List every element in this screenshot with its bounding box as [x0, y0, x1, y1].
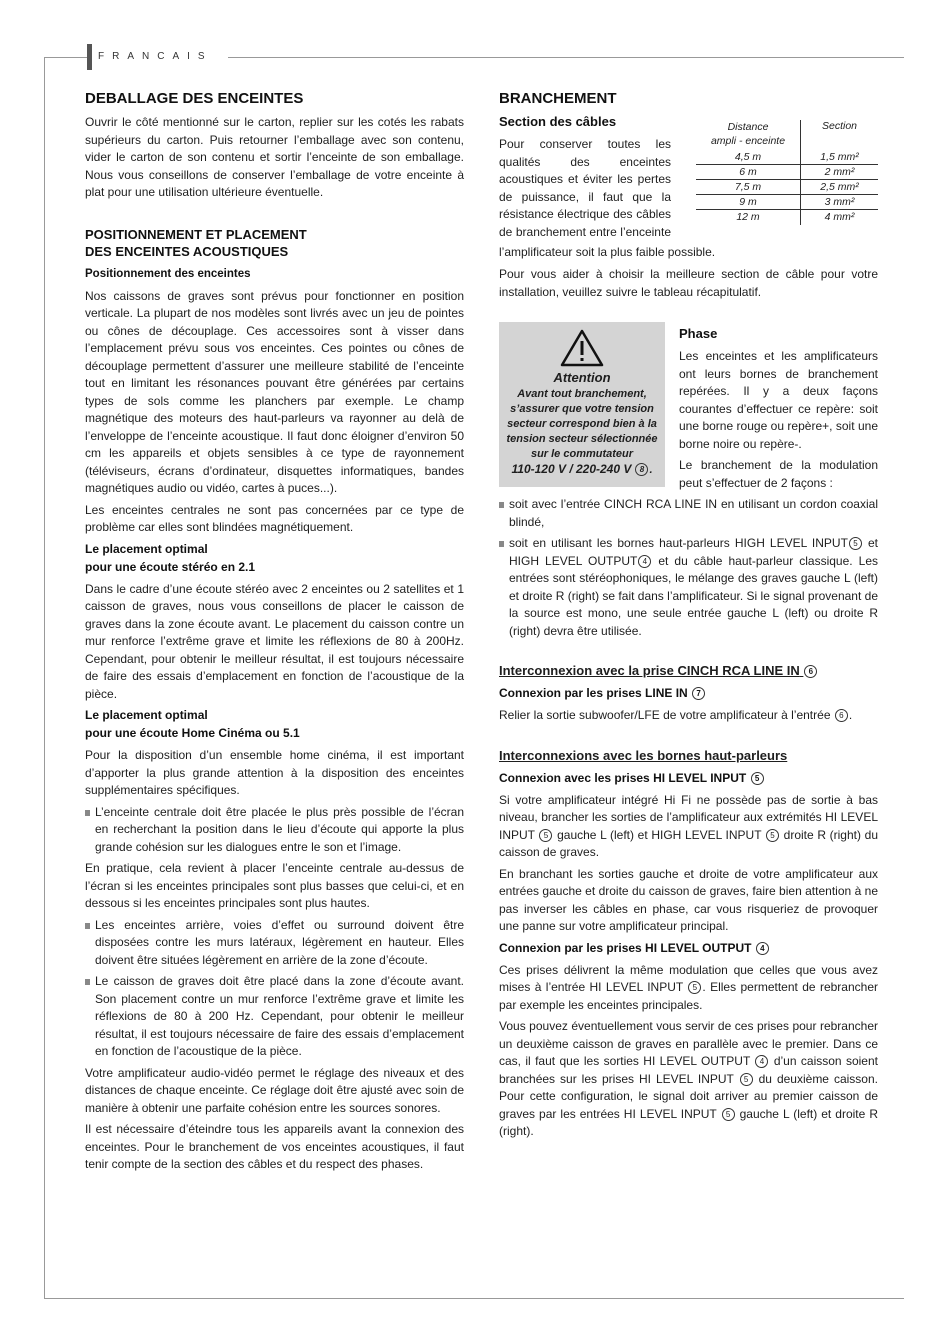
section-text-end: l’amplificateur soit la plus faible possible.: [499, 245, 716, 259]
home-cinema-text: Pour la disposition d’un ensemble home cinéma, il est important d’apporter la plus grande attention à la disposition des enceintes supplémentaires spécifiques.: [85, 748, 464, 797]
deballage-title: DEBALLAGE DES ENCEINTES: [85, 90, 304, 107]
table-row: 12 m 4 mm²: [696, 210, 878, 225]
bullet-rear-speakers: Les enceintes arrière, voies d’effet ou surround doivent être disposées contre les murs latéraux, légèrement en hauteur. Elles doivent être situées légèrement en arrière de la zone d’écoute.: [85, 917, 464, 970]
bullet-subwoofer: Le caisson de graves doit être placé dans la zone d’écoute avant. Son placement contre un mur renforce l’extrême grave et limite les réflexions de 80 à 200 Hz. Cependant, pour obtenir le meilleur résultat, il est toujours nécessaire de faire des essais d’emplacement en fonction de l’acoustique de la pièce.: [85, 973, 464, 1061]
hi-output-text-2: Vous pouvez éventuellement vous servir de ces prises pour rebrancher un deuxième caisson de graves en parallèle avec le premier. Dans ce cas, il faut que les sorties HI LEVEL OUTPUT 4 d’un caisson soient branchées sur les prises HI LEVEL INPUT 5 du deuxième caisson. Pour cette configuration, le signal doit arriver au premier caisson de graves par les entrées HI LEVEL INPUT 5 gauche L (left) et droite R (right).: [499, 1019, 878, 1138]
warning-triangle-icon: [560, 328, 604, 368]
phase-title: Phase: [679, 326, 718, 341]
phase-text-2: Le branchement de la modulation peut s’effectuer de 2 façons :: [679, 458, 878, 490]
table-row: 7,5 m 2,5 mm²: [696, 180, 878, 195]
number-6-icon: 6: [804, 665, 817, 678]
warning-box: [499, 322, 665, 487]
branchement-title: BRANCHEMENT: [499, 90, 617, 107]
frame-top-line-right: [228, 57, 904, 58]
position-title-1: POSITIONNEMENT ET PLACEMENT: [85, 226, 307, 242]
number-5-icon: 5: [849, 537, 862, 550]
number-4-icon: 4: [756, 942, 769, 955]
section-text-2: Pour vous aider à choisir la meilleure section de câble pour votre installation, veuillez suivre le tableau récapitulatif.: [499, 267, 878, 299]
phase-section: [679, 324, 878, 496]
spacer: [499, 644, 878, 662]
bullet-center-speaker: L’enceinte centrale doit être placée le plus près possible de l’écran en recherchant la position dans le lieu d’écoute qui apporte la plus grande cohésion sur les dialogues entre le son et l’image.: [85, 804, 464, 857]
home-cinema-title-1: Le placement optimal: [85, 708, 208, 722]
number-5-icon: 5: [766, 829, 779, 842]
left-column: [85, 90, 464, 1178]
language-marker: [87, 44, 92, 70]
section-text: Pour conserver toutes les qualités des enceintes acoustiques et éviter les pertes de puissance, il faut que la résistance électrique des câbles de branchement entre l’enceinte: [499, 137, 671, 238]
line-in-subtitle: Connexion par les prises LINE IN 7: [499, 685, 878, 701]
number-7-icon: 7: [692, 687, 705, 700]
final-text: Il est nécessaire d’éteindre tous les appareils avant la connexion des enceintes. Pour le branchement de vos enceintes acoustiques, il faut tenir compte de la section des câbles et du respect des phases.: [85, 1122, 464, 1171]
position-text-1: Nos caissons de graves sont prévus pour fonctionner en position verticale. La plupart de nos modèles sont livrés avec un jeu de pointes ou cônes de découplage. Ces accessoires sont à visser dans l’emplacement prévu sous vos enceintes. Ces pointes ou cônes de découplage permettent d’assurer une meilleure stabilité de l’enceinte tout en limitant les résonances pouvant être générées par certains types de sols comme les planchers par exemple. Le champ magnétique des moteurs des haut-parleurs va rayonner au delà de l’enveloppe de l’enceinte acoustique. Il faut donc éloigner d’environ 50 cm les appareils et objets sensibles à ce type de rayonnement (téléviseurs, écrans d’ordinateur, disquettes informatiques, bandes magnétiques audio ou vidéo, cartes à puces...).: [85, 288, 464, 495]
table-row: 6 m 2 mm²: [696, 165, 878, 180]
bullet-cinch: soit avec l’entrée CINCH RCA LINE IN en utilisant un cordon coaxial blindé,: [499, 496, 878, 531]
number-4-icon: 4: [638, 555, 651, 568]
spacer: [85, 206, 464, 222]
hi-input-subtitle: Connexion avec les prises HI LEVEL INPUT 5: [499, 770, 878, 786]
number-4-icon: 4: [755, 1055, 768, 1068]
speaker-terminals-title: Interconnexions avec les bornes haut-parleurs: [499, 747, 788, 763]
home-cinema-title-2: pour une écoute Home Cinéma ou 5.1: [85, 726, 300, 740]
number-5-icon: 5: [539, 829, 552, 842]
position-title-2: DES ENCEINTES ACOUSTIQUES: [85, 243, 289, 259]
section-title: Section des câbles: [499, 114, 617, 129]
number-6-icon: 6: [835, 709, 848, 722]
stereo-title-1: Le placement optimal: [85, 541, 208, 556]
language-label: FRANCAIS: [98, 51, 213, 62]
stereo-title-2: pour une écoute stéréo en 2.1: [85, 559, 256, 574]
table-header-section: Section: [821, 120, 858, 132]
number-5-icon: 5: [740, 1073, 753, 1086]
right-column-top: [499, 90, 878, 242]
bullet-high-level: soit en utilisant les bornes haut-parleurs HIGH LEVEL INPUT 5 et HIGH LEVEL OUTPUT 4 et du câble haut-parleur classique. Les entrées sont stéréophoniques, le mélange des graves gauche L (left) et droite R (right) se fait dans l’amplificateur. Si le signal provenant de la source est mono, une seule entrée gauche L (left) ou droite R (right) devra être utilisée.: [499, 535, 878, 640]
number-5-icon: 5: [722, 1108, 735, 1121]
frame-left-line: [44, 57, 45, 1299]
number-5-icon: 5: [751, 772, 764, 785]
spacer: [499, 729, 878, 747]
hi-output-subtitle: Connexion par les prises HI LEVEL OUTPUT 4: [499, 940, 878, 956]
position-subtitle: Positionnement des enceintes: [85, 267, 251, 280]
hi-output-text: Ces prises délivrent la même modulation que celles que vous avez mises à l’entrée HI LEVEL INPUT 5 . Elles permettent de rebrancher par exemple les enceintes principales.: [499, 962, 878, 1012]
table-row: 9 m 3 mm²: [696, 195, 878, 210]
frame-bottom-line: [44, 1298, 904, 1299]
amplifier-text: Votre amplificateur audio-vidéo permet le réglage des niveaux et des distances de chaque enceinte. Ce réglage doit être ajusté avec soin de manière à obtenir une parfaite cohésion entre les sources sonores.: [85, 1065, 464, 1115]
number-8-icon: 8: [635, 463, 648, 476]
cinch-title: Interconnexion avec la prise CINCH RCA LINE IN 6: [499, 662, 878, 679]
warning-text: Avant tout branchement, s’assurer que votre tension secteur correspond bien à la tension secteur sélectionnée sur le commutateur 110-120 V / 220-240 V 8 .: [506, 388, 658, 476]
table-header-distance: Distance ampli - enceinte: [696, 120, 801, 150]
practice-text: En pratique, cela revient à placer l’enceinte centrale au-dessus de l’écran si les enceintes principales sont plus basses que celui-ci, et en dessous si les enceintes principales sont plus hautes.: [85, 861, 464, 910]
phase-text-1: Les enceintes et les amplificateurs ont leurs bornes de branchement repérées. Il y a deux façons courantes d’effectuer ce repère: soit une borne rouge ou repère+, soit une borne noire ou repère-.: [679, 349, 878, 451]
hi-input-text: Si votre amplificateur intégré Hi Fi ne possède pas de sortie à bas niveau, brancher les sorties de l’amplificateur aux extrémités HI LEVEL INPUT 5 gauche L (left) et HIGH LEVEL INPUT 5 droite R (right) du caisson de graves.: [499, 792, 878, 859]
deballage-text: Ouvrir le côté mentionné sur le carton, replier sur les cotés les rabats supérieurs du carton. Puis retourner l’emballage avec son contenu, vider le carton de son contenu et sortir l’enceinte de son emballage. Nous vous conseillons de conserver l’emballage de votre enceinte à plat pour une utilisation ultérieure éventuelle.: [85, 115, 464, 199]
frame-top-line: [44, 57, 88, 58]
line-in-text: Relier la sortie subwoofer/LFE de votre amplificateur à l’entrée 6 .: [499, 708, 853, 722]
warning-title: Attention: [553, 370, 611, 385]
stereo-text: Dans le cadre d’une écoute stéréo avec 2 enceintes ou 2 satellites et 1 caisson de graves, nous vous conseillons de placer le caisson de graves dans la zone écoute avant. Le placement du caisson contre un mur renforce l’extrême grave et limite les réflexions de 80 à 200Hz. Cependant, pour obtenir le meilleur résultat, il est toujours nécessaire de faire des essais d’emplacement en fonction de l’acoustique de la pièce.: [85, 581, 464, 701]
number-5-icon: 5: [688, 981, 701, 994]
position-text-2: Les enceintes centrales ne sont pas concernées par ce type de problème car elles sont blindées magnétiquement.: [85, 502, 464, 534]
hi-input-text-2: En branchant les sorties gauche et droite de votre amplificateur aux entrées gauche et droite du caisson de graves, faire bien attention à ne pas inverser les câbles en phase, car vous risqueriez de provoquer une panne sur votre amplificateur principal.: [499, 866, 878, 933]
table-row: 4,5 m 1,5 mm²: [696, 150, 878, 165]
right-column-bottom: [499, 496, 878, 1145]
